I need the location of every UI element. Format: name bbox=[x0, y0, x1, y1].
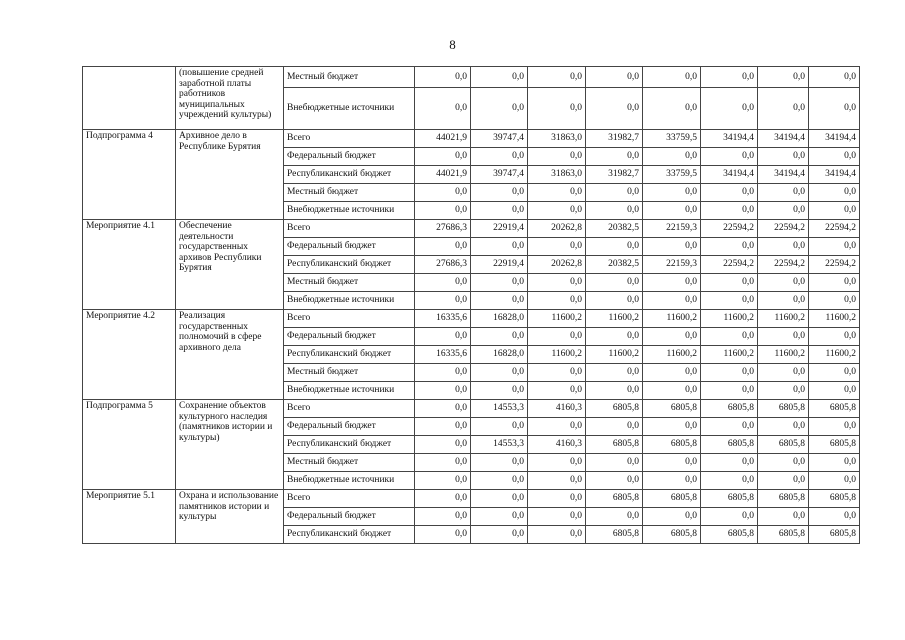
budget-value: 22594,2 bbox=[701, 256, 758, 274]
program-name: (повышение средней заработной платы работников муниципальных учреждений культуры) bbox=[176, 67, 284, 130]
budget-value: 0,0 bbox=[643, 67, 701, 88]
budget-value: 0,0 bbox=[809, 508, 860, 526]
budget-value: 0,0 bbox=[643, 274, 701, 292]
budget-value: 0,0 bbox=[415, 454, 471, 472]
budget-value: 31863,0 bbox=[528, 166, 586, 184]
budget-value: 0,0 bbox=[758, 472, 809, 490]
budget-value: 0,0 bbox=[586, 382, 643, 400]
budget-value: 0,0 bbox=[528, 472, 586, 490]
budget-value: 0,0 bbox=[643, 328, 701, 346]
budget-value: 22594,2 bbox=[809, 220, 860, 238]
budget-value: 0,0 bbox=[701, 67, 758, 88]
budget-value: 11600,2 bbox=[809, 310, 860, 328]
budget-value: 31982,7 bbox=[586, 166, 643, 184]
budget-value: 0,0 bbox=[415, 418, 471, 436]
budget-value: 0,0 bbox=[586, 508, 643, 526]
budget-value: 0,0 bbox=[809, 364, 860, 382]
budget-value: 0,0 bbox=[586, 454, 643, 472]
budget-value: 0,0 bbox=[586, 418, 643, 436]
budget-value: 0,0 bbox=[643, 454, 701, 472]
budget-value: 0,0 bbox=[471, 184, 528, 202]
program-name: Обеспечение деятельности государственных архивов Республики Бурятия bbox=[176, 220, 284, 310]
budget-value: 0,0 bbox=[701, 274, 758, 292]
budget-value: 0,0 bbox=[471, 202, 528, 220]
budget-value: 0,0 bbox=[809, 238, 860, 256]
budget-table bbox=[82, 66, 860, 544]
funding-source: Федеральный бюджет bbox=[284, 238, 415, 256]
budget-value: 0,0 bbox=[758, 382, 809, 400]
program-code bbox=[83, 67, 176, 130]
budget-value: 0,0 bbox=[758, 67, 809, 88]
program-code: Мероприятие 4.1 bbox=[83, 220, 176, 310]
budget-value: 6805,8 bbox=[758, 490, 809, 508]
budget-value: 0,0 bbox=[643, 364, 701, 382]
budget-value: 6805,8 bbox=[643, 526, 701, 544]
budget-value: 0,0 bbox=[758, 238, 809, 256]
budget-value: 0,0 bbox=[471, 472, 528, 490]
funding-source: Всего bbox=[284, 400, 415, 418]
budget-value: 0,0 bbox=[528, 328, 586, 346]
budget-value: 22919,4 bbox=[471, 220, 528, 238]
funding-source: Федеральный бюджет bbox=[284, 418, 415, 436]
funding-source: Внебюджетные источники bbox=[284, 382, 415, 400]
budget-value: 6805,8 bbox=[586, 526, 643, 544]
budget-value: 11600,2 bbox=[643, 310, 701, 328]
budget-value: 0,0 bbox=[528, 508, 586, 526]
budget-value: 6805,8 bbox=[586, 490, 643, 508]
budget-value: 0,0 bbox=[643, 184, 701, 202]
funding-source: Республиканский бюджет bbox=[284, 436, 415, 454]
funding-source: Всего bbox=[284, 130, 415, 148]
table-row bbox=[83, 220, 860, 238]
budget-value: 0,0 bbox=[701, 508, 758, 526]
budget-value: 0,0 bbox=[415, 88, 471, 130]
budget-value: 0,0 bbox=[528, 382, 586, 400]
budget-value: 0,0 bbox=[415, 364, 471, 382]
budget-value: 6805,8 bbox=[643, 400, 701, 418]
budget-value: 11600,2 bbox=[528, 346, 586, 364]
budget-value: 0,0 bbox=[758, 274, 809, 292]
budget-value: 0,0 bbox=[415, 400, 471, 418]
budget-value: 0,0 bbox=[643, 148, 701, 166]
budget-value: 11600,2 bbox=[586, 346, 643, 364]
budget-value: 0,0 bbox=[471, 67, 528, 88]
budget-value: 11600,2 bbox=[528, 310, 586, 328]
funding-source: Местный бюджет bbox=[284, 274, 415, 292]
budget-value: 0,0 bbox=[528, 418, 586, 436]
budget-value: 0,0 bbox=[809, 382, 860, 400]
budget-value: 6805,8 bbox=[586, 436, 643, 454]
budget-value: 22594,2 bbox=[809, 256, 860, 274]
budget-value: 0,0 bbox=[528, 202, 586, 220]
budget-value: 6805,8 bbox=[701, 436, 758, 454]
budget-value: 22594,2 bbox=[758, 220, 809, 238]
budget-value: 0,0 bbox=[415, 382, 471, 400]
budget-value: 0,0 bbox=[758, 148, 809, 166]
budget-value: 0,0 bbox=[643, 382, 701, 400]
page-number: 8 bbox=[449, 37, 456, 52]
table-row bbox=[83, 400, 860, 418]
budget-value: 0,0 bbox=[701, 382, 758, 400]
budget-value: 0,0 bbox=[415, 472, 471, 490]
budget-value: 0,0 bbox=[809, 67, 860, 88]
budget-value: 0,0 bbox=[758, 184, 809, 202]
budget-value: 6805,8 bbox=[809, 436, 860, 454]
budget-value: 16335,6 bbox=[415, 346, 471, 364]
budget-value: 0,0 bbox=[758, 364, 809, 382]
funding-source: Местный бюджет bbox=[284, 67, 415, 88]
budget-value: 0,0 bbox=[415, 67, 471, 88]
budget-value: 6805,8 bbox=[758, 436, 809, 454]
budget-value: 0,0 bbox=[701, 88, 758, 130]
budget-value: 0,0 bbox=[701, 292, 758, 310]
budget-value: 0,0 bbox=[586, 328, 643, 346]
program-code: Подпрограмма 5 bbox=[83, 400, 176, 490]
budget-value: 0,0 bbox=[701, 364, 758, 382]
budget-value: 0,0 bbox=[415, 202, 471, 220]
budget-value: 0,0 bbox=[758, 292, 809, 310]
budget-value: 16828,0 bbox=[471, 346, 528, 364]
program-code: Мероприятие 5.1 bbox=[83, 490, 176, 544]
budget-value: 0,0 bbox=[415, 184, 471, 202]
budget-value: 11600,2 bbox=[586, 310, 643, 328]
budget-value: 44021,9 bbox=[415, 130, 471, 148]
budget-value: 22159,3 bbox=[643, 220, 701, 238]
funding-source: Федеральный бюджет bbox=[284, 328, 415, 346]
funding-source: Внебюджетные источники bbox=[284, 202, 415, 220]
table-row bbox=[83, 310, 860, 328]
budget-value: 0,0 bbox=[809, 184, 860, 202]
budget-value: 0,0 bbox=[809, 472, 860, 490]
budget-value: 0,0 bbox=[586, 88, 643, 130]
budget-value: 0,0 bbox=[471, 526, 528, 544]
budget-value: 0,0 bbox=[471, 454, 528, 472]
funding-source: Республиканский бюджет bbox=[284, 346, 415, 364]
budget-value: 0,0 bbox=[415, 526, 471, 544]
budget-value: 11600,2 bbox=[643, 346, 701, 364]
budget-value: 39747,4 bbox=[471, 166, 528, 184]
funding-source: Всего bbox=[284, 220, 415, 238]
budget-value: 4160,3 bbox=[528, 436, 586, 454]
budget-value: 14553,3 bbox=[471, 436, 528, 454]
budget-value: 20262,8 bbox=[528, 256, 586, 274]
budget-value: 0,0 bbox=[643, 508, 701, 526]
budget-value: 0,0 bbox=[528, 67, 586, 88]
budget-value: 22919,4 bbox=[471, 256, 528, 274]
budget-value: 16335,6 bbox=[415, 310, 471, 328]
funding-source: Всего bbox=[284, 490, 415, 508]
budget-value: 20382,5 bbox=[586, 220, 643, 238]
budget-value: 0,0 bbox=[471, 238, 528, 256]
budget-value: 6805,8 bbox=[758, 400, 809, 418]
budget-value: 0,0 bbox=[471, 274, 528, 292]
program-name: Сохранение объектов культурного наследия (памятников истории и культуры) bbox=[176, 400, 284, 490]
budget-value: 4160,3 bbox=[528, 400, 586, 418]
budget-value: 0,0 bbox=[415, 148, 471, 166]
budget-value: 0,0 bbox=[471, 490, 528, 508]
budget-value: 0,0 bbox=[471, 292, 528, 310]
budget-value: 11600,2 bbox=[701, 346, 758, 364]
budget-value: 0,0 bbox=[643, 292, 701, 310]
budget-value: 0,0 bbox=[701, 202, 758, 220]
budget-value: 31863,0 bbox=[528, 130, 586, 148]
budget-value: 11600,2 bbox=[809, 346, 860, 364]
budget-value: 0,0 bbox=[528, 454, 586, 472]
budget-value: 0,0 bbox=[586, 292, 643, 310]
budget-value: 0,0 bbox=[701, 328, 758, 346]
budget-value: 22594,2 bbox=[758, 256, 809, 274]
budget-value: 20382,5 bbox=[586, 256, 643, 274]
budget-value: 6805,8 bbox=[701, 490, 758, 508]
budget-value: 6805,8 bbox=[809, 526, 860, 544]
budget-value: 0,0 bbox=[586, 238, 643, 256]
budget-value: 0,0 bbox=[586, 148, 643, 166]
budget-value: 0,0 bbox=[809, 454, 860, 472]
budget-value: 6805,8 bbox=[758, 526, 809, 544]
funding-source: Федеральный бюджет bbox=[284, 508, 415, 526]
budget-value: 0,0 bbox=[758, 418, 809, 436]
budget-value: 11600,2 bbox=[758, 346, 809, 364]
budget-value: 0,0 bbox=[471, 328, 528, 346]
funding-source: Федеральный бюджет bbox=[284, 148, 415, 166]
budget-value: 0,0 bbox=[528, 526, 586, 544]
budget-value: 0,0 bbox=[586, 364, 643, 382]
budget-value: 34194,4 bbox=[758, 166, 809, 184]
budget-value: 0,0 bbox=[701, 148, 758, 166]
budget-value: 0,0 bbox=[471, 418, 528, 436]
budget-value: 22159,3 bbox=[643, 256, 701, 274]
budget-value: 0,0 bbox=[528, 364, 586, 382]
program-name: Архивное дело в Республике Бурятия bbox=[176, 130, 284, 220]
budget-value: 0,0 bbox=[528, 274, 586, 292]
budget-value: 0,0 bbox=[809, 148, 860, 166]
budget-value: 0,0 bbox=[758, 508, 809, 526]
budget-value: 0,0 bbox=[643, 88, 701, 130]
funding-source: Внебюджетные источники bbox=[284, 292, 415, 310]
budget-value: 0,0 bbox=[809, 202, 860, 220]
budget-value: 6805,8 bbox=[643, 490, 701, 508]
budget-value: 0,0 bbox=[528, 184, 586, 202]
budget-value: 0,0 bbox=[415, 436, 471, 454]
budget-value: 0,0 bbox=[586, 472, 643, 490]
table-row bbox=[83, 130, 860, 148]
budget-value: 0,0 bbox=[809, 328, 860, 346]
budget-value: 0,0 bbox=[471, 382, 528, 400]
budget-value: 0,0 bbox=[758, 88, 809, 130]
budget-value: 0,0 bbox=[643, 238, 701, 256]
budget-value: 0,0 bbox=[758, 328, 809, 346]
budget-value: 20262,8 bbox=[528, 220, 586, 238]
budget-value: 0,0 bbox=[758, 454, 809, 472]
funding-source: Республиканский бюджет bbox=[284, 256, 415, 274]
funding-source: Республиканский бюджет bbox=[284, 526, 415, 544]
budget-value: 0,0 bbox=[586, 202, 643, 220]
funding-source: Республиканский бюджет bbox=[284, 166, 415, 184]
budget-value: 34194,4 bbox=[809, 130, 860, 148]
funding-source: Местный бюджет bbox=[284, 364, 415, 382]
budget-value: 0,0 bbox=[643, 418, 701, 436]
budget-value: 0,0 bbox=[809, 274, 860, 292]
budget-value: 11600,2 bbox=[758, 310, 809, 328]
budget-value: 22594,2 bbox=[701, 220, 758, 238]
budget-value: 0,0 bbox=[415, 328, 471, 346]
budget-value: 6805,8 bbox=[586, 400, 643, 418]
budget-value: 0,0 bbox=[528, 88, 586, 130]
budget-value: 6805,8 bbox=[701, 526, 758, 544]
budget-value: 39747,4 bbox=[471, 130, 528, 148]
budget-value: 27686,3 bbox=[415, 220, 471, 238]
budget-value: 33759,5 bbox=[643, 130, 701, 148]
budget-value: 34194,4 bbox=[701, 130, 758, 148]
program-code: Подпрограмма 4 bbox=[83, 130, 176, 220]
budget-value: 27686,3 bbox=[415, 256, 471, 274]
funding-source: Местный бюджет bbox=[284, 184, 415, 202]
budget-value: 0,0 bbox=[528, 238, 586, 256]
funding-source: Внебюджетные источники bbox=[284, 88, 415, 130]
funding-source: Местный бюджет bbox=[284, 454, 415, 472]
budget-value: 34194,4 bbox=[758, 130, 809, 148]
budget-value: 0,0 bbox=[643, 202, 701, 220]
budget-value: 0,0 bbox=[701, 454, 758, 472]
budget-value: 0,0 bbox=[415, 508, 471, 526]
budget-value: 0,0 bbox=[586, 184, 643, 202]
budget-value: 0,0 bbox=[415, 274, 471, 292]
budget-value: 0,0 bbox=[809, 418, 860, 436]
budget-value: 0,0 bbox=[528, 292, 586, 310]
budget-value: 14553,3 bbox=[471, 400, 528, 418]
budget-value: 0,0 bbox=[701, 238, 758, 256]
budget-value: 0,0 bbox=[415, 238, 471, 256]
funding-source: Всего bbox=[284, 310, 415, 328]
budget-value: 11600,2 bbox=[701, 310, 758, 328]
budget-value: 0,0 bbox=[586, 274, 643, 292]
budget-value: 0,0 bbox=[701, 418, 758, 436]
funding-source: Внебюджетные источники bbox=[284, 472, 415, 490]
budget-value: 44021,9 bbox=[415, 166, 471, 184]
budget-value: 6805,8 bbox=[809, 400, 860, 418]
budget-value: 0,0 bbox=[415, 292, 471, 310]
budget-value: 0,0 bbox=[415, 490, 471, 508]
table-row bbox=[83, 67, 860, 88]
program-name: Реализация государственных полномочий в сфере архивного дела bbox=[176, 310, 284, 400]
budget-value: 6805,8 bbox=[643, 436, 701, 454]
table-row bbox=[83, 490, 860, 508]
budget-value: 0,0 bbox=[643, 472, 701, 490]
budget-value: 31982,7 bbox=[586, 130, 643, 148]
budget-value: 16828,0 bbox=[471, 310, 528, 328]
budget-value: 0,0 bbox=[758, 202, 809, 220]
budget-value: 0,0 bbox=[471, 88, 528, 130]
budget-value: 33759,5 bbox=[643, 166, 701, 184]
budget-value: 0,0 bbox=[809, 88, 860, 130]
budget-value: 0,0 bbox=[809, 292, 860, 310]
budget-value: 0,0 bbox=[586, 67, 643, 88]
budget-value: 0,0 bbox=[528, 490, 586, 508]
budget-value: 0,0 bbox=[471, 508, 528, 526]
budget-value: 34194,4 bbox=[809, 166, 860, 184]
budget-value: 6805,8 bbox=[809, 490, 860, 508]
budget-value: 0,0 bbox=[528, 148, 586, 166]
budget-value: 6805,8 bbox=[701, 400, 758, 418]
program-code: Мероприятие 4.2 bbox=[83, 310, 176, 400]
budget-value: 0,0 bbox=[701, 184, 758, 202]
program-name: Охрана и использование памятников истории и культуры bbox=[176, 490, 284, 544]
budget-value: 34194,4 bbox=[701, 166, 758, 184]
budget-value: 0,0 bbox=[701, 472, 758, 490]
budget-value: 0,0 bbox=[471, 148, 528, 166]
budget-value: 0,0 bbox=[471, 364, 528, 382]
